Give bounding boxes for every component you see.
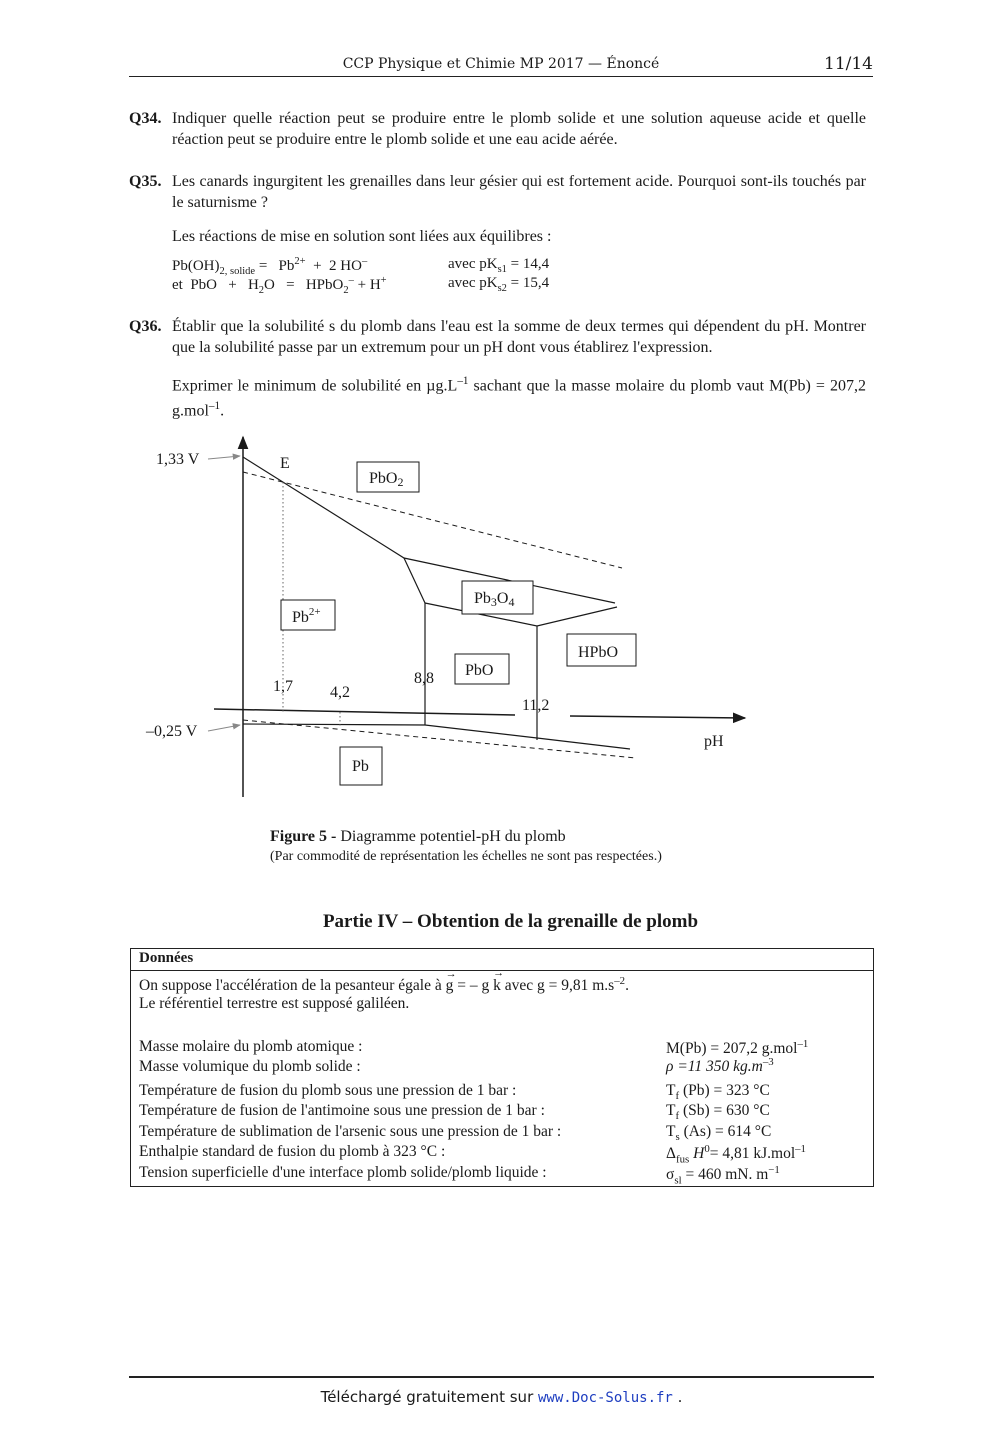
data-value-fusion-enthalpy: $\Delta_{fus}$ $H^0= 4,81$ kJ.mol$^{-1}$ — [666, 1143, 806, 1166]
species-pb: Pb — [352, 758, 369, 775]
data-value-fusion-lead: $T_f$ (Pb) = 323 °C — [666, 1082, 770, 1103]
data-label-fusion-enthalpy: Enthalpie standard de fusion du plomb à 323 °C : — [139, 1143, 446, 1160]
header-title: CCP Physique et Chimie MP 2017 — Énoncé — [342, 56, 660, 72]
gravity-statement: On suppose l'accélération de la pesanteur égale à → g = – g → k avec g = 9,81 $m.s^{-2}$. — [139, 967, 629, 995]
question-number: Q36. — [129, 318, 162, 335]
ph-tick-4-2: 4,2 — [330, 684, 350, 701]
page-footer — [129, 1388, 874, 1406]
data-value-surface-tension: $\sigma_{sl} = 460$ mN. $m^{-1}$ — [666, 1164, 780, 1187]
ph-tick-11-2: 11,2 — [522, 697, 550, 714]
data-heading: Données — [139, 950, 194, 966]
species-hpbo: HPbO — [578, 644, 619, 661]
data-label-surface-tension: Tension superficielle d'une interface plomb solide/plomb liquide : — [139, 1164, 547, 1181]
footer-text: Téléchargé gratuitement sur — [320, 1388, 538, 1406]
pointer-minus-0-25 — [208, 725, 240, 731]
data-label-fusion-lead: Température de fusion du plomb sous une pression de 1 bar : — [139, 1082, 517, 1099]
question-text: Établir que la solubilité s du plomb dans l'eau est la somme de deux termes qui dépendent du pH. Montrer que la solubilité passe par un extremum pour un pH dont vous établirez l'expression. — [172, 318, 866, 356]
species-pbo2: PbO2 — [369, 470, 404, 489]
ph-tick-1-7: 1,7 — [273, 678, 293, 695]
potential-label-bottom: –0,25 V — [146, 723, 198, 740]
figure-caption: Figure 5 - Diagramme potentiel-pH du plomb — [270, 828, 566, 845]
data-label-molar-mass: Masse molaire du plomb atomique : — [139, 1038, 363, 1055]
frontier-pb-line — [243, 724, 630, 749]
point-e-label: E — [280, 455, 290, 472]
equilibria-intro: Les réactions de mise en solution sont liées aux équilibres : — [172, 228, 552, 245]
footer-rule — [129, 1376, 874, 1378]
data-label-sublimation-arsenic: Température de sublimation de l'arsenic sous une pression de 1 bar : — [139, 1123, 562, 1140]
part-title: Partie IV – Obtention de la grenaille de plomb — [322, 911, 699, 932]
data-value-density: ρ =11 350 $kg.m^{-3}$ — [666, 1056, 774, 1076]
species-pb2: $Pb^{2+}$ — [292, 606, 321, 626]
reference-frame-statement: Le référentiel terrestre est supposé galiléen. — [139, 995, 410, 1012]
x-axis-right — [570, 716, 745, 718]
footer-end: . — [672, 1388, 683, 1406]
frontier-pbo2-pb2 — [243, 457, 615, 603]
equation-2: et PbO + $H_2O$ = HPbO$_2$– + H+ — [172, 275, 387, 296]
pointer-1-33 — [208, 456, 240, 459]
ph-axis-label: pH — [704, 733, 724, 750]
data-box — [130, 948, 874, 1187]
figure-note: (Par commodité de représentation les échelles ne sont pas respectées.) — [270, 849, 662, 864]
potential-label-top: 1,33 V — [156, 451, 200, 468]
data-value-sublimation-arsenic: $T_s$ (As) = 614 °C — [666, 1123, 772, 1144]
question-number: Q35. — [129, 173, 162, 190]
ph-tick-8-8: 8,8 — [414, 670, 434, 687]
water-hydrogen-line — [243, 720, 636, 758]
solubility-paragraph: Exprimer le minimum de solubilité en $\mu g.L^{-1}$ sachant que la masse molaire du plomb vaut M(Pb) = 207,2 g.mol$^{-1}$. — [172, 375, 866, 420]
data-label-fusion-antimony: Température de fusion de l'antimoine sous une pression de 1 bar : — [139, 1102, 545, 1119]
x-axis-left — [214, 709, 515, 715]
data-value-molar-mass: M(Pb) = 207,2 g.mol$^{-1}$ — [666, 1038, 809, 1058]
species-pbo: PbO — [465, 662, 494, 679]
water-oxygen-line — [243, 472, 622, 568]
data-label-density: Masse volumique du plomb solide : — [139, 1058, 361, 1075]
species-pb3o4: Pb3O4 — [474, 590, 515, 609]
question-text: Indiquer quelle réaction peut se produire entre le plomb solide et une solution aqueuse acide et quelle réaction peut se produire entre le plomb solide et une eau acide aérée. — [172, 110, 866, 148]
data-value-fusion-antimony: $T_f$ (Sb) = 630 °C — [666, 1102, 770, 1123]
frontier-pb3o4-left — [404, 558, 425, 603]
question-text: Les canards ingurgitent les grenailles dans leur gésier qui est fortement acide. Pourquoi sont-ils touchés par le saturnisme ? — [172, 173, 866, 211]
equation-2-constant: avec $pK_{s2} = 15,4$ — [448, 275, 550, 294]
equation-1-constant: avec $pK_{s1} = 14,4$ — [448, 256, 550, 275]
question-number: Q34. — [129, 110, 162, 127]
footer-link[interactable]: www.Doc-Solus.fr — [538, 1390, 673, 1406]
page-number: 11/14 — [824, 54, 873, 74]
equation-1: $Pb(OH)_{2, solide} = Pb^{2+} + 2$ HO– — [172, 256, 368, 277]
